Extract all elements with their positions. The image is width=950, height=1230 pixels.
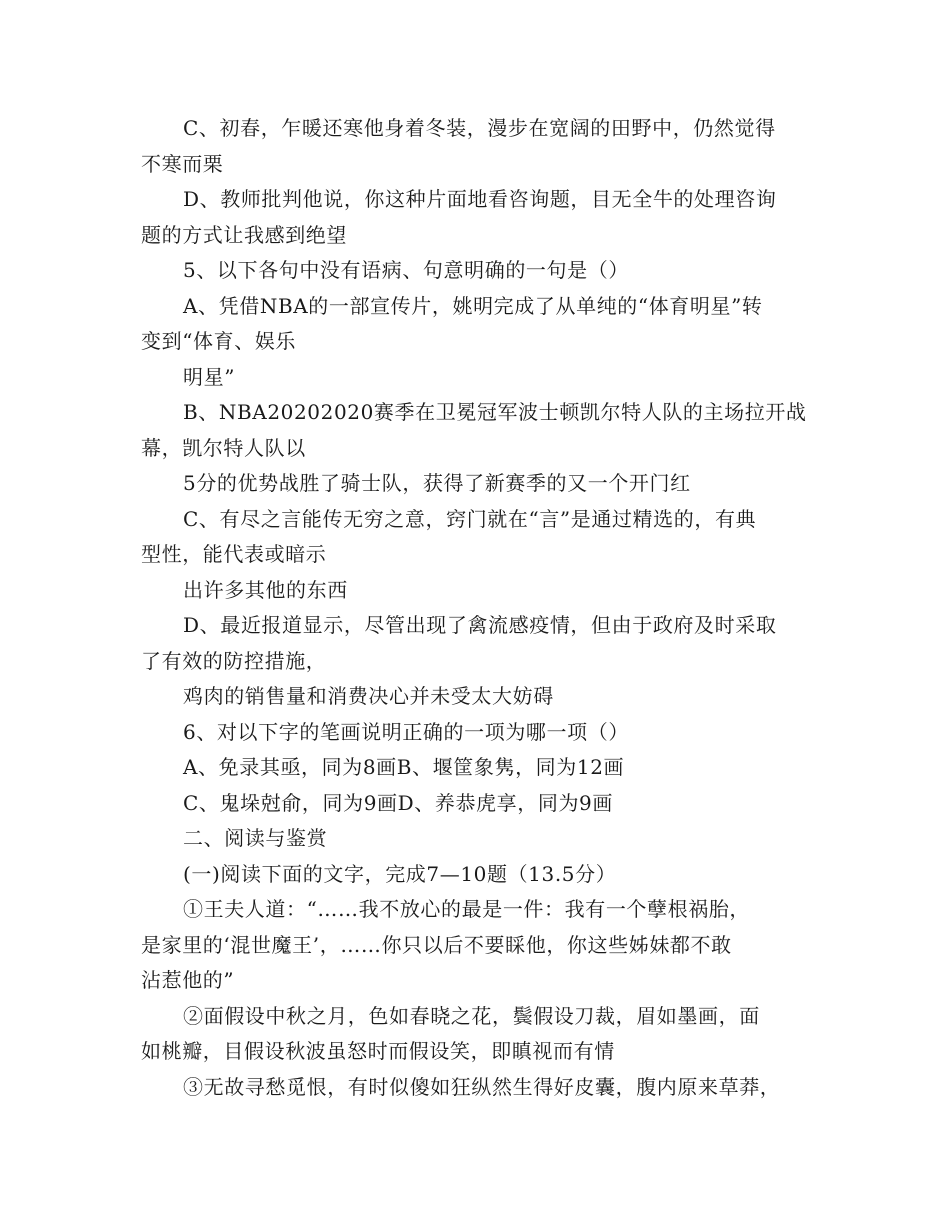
section-heading: 二、阅读与鉴赏 xyxy=(183,826,328,850)
text-line: 变到“体育、娱乐 xyxy=(141,329,297,353)
text-line: 幕，凯尔特人队以 xyxy=(141,435,306,460)
options-ab-line: A、免录其亟，同为8画B、堰筐象隽，同为12画 xyxy=(183,755,625,779)
text-line: 沾惹他的” xyxy=(141,968,235,992)
text-line: 如桃瓣，目假设秋波虽怒时而假设笑，即瞋视而有情 xyxy=(141,1039,615,1063)
text-line: 出许多其他的东西 xyxy=(183,577,348,602)
question-6-stem: 6、对以下字的笔画说明正确的一项为哪一项（） xyxy=(183,719,629,744)
option-d-line: D、最近报道显示，尽管出现了禽流感疫情，但由于政府及时采取 xyxy=(183,613,777,637)
text-line: 不寒而栗 xyxy=(141,151,224,176)
text-line: 型性，能代表或暗示 xyxy=(141,542,327,566)
text-line: 明星” xyxy=(183,364,236,389)
option-b-line: B、NBA20202020赛季在卫冕冠军波士顿凯尔特人队的主场拉开战 xyxy=(183,400,807,424)
passage-paragraph-2: ②面假设中秋之月，色如春晓之花，鬓假设刀裁，眉如墨画，面 xyxy=(183,1003,760,1028)
passage-paragraph-3: ③无故寻愁觅恨，有时似傻如狂纵然生得好皮囊，腹内原来草莽， xyxy=(183,1074,781,1099)
text-line: 题的方式让我感到绝望 xyxy=(141,222,347,247)
passage-paragraph-1: ①王夫人道：“……我不放心的最是一件：我有一个孽根祸胎， xyxy=(183,897,751,921)
option-a-line: A、凭借NBA的一部宣传片，姚明完成了从单纯的“体育明星”转 xyxy=(183,293,763,318)
text-line: 了有效的防控措施， xyxy=(141,648,327,673)
options-cd-line: C、鬼垛尅俞，同为9画D、养恭虎享，同为9画 xyxy=(183,790,613,815)
question-5-stem: 5、以下各句中没有语病、句意明确的一句是（） xyxy=(183,258,629,282)
text-line: D、教师批判他说，你这种片面地看咨询题，目无全牛的处理咨询 xyxy=(183,187,777,211)
text-line: 鸡肉的销售量和消费决心并未受太大妨碍 xyxy=(183,684,554,708)
text-line: 5分的优势战胜了骑士队，获得了新赛季的又一个开门红 xyxy=(183,471,691,495)
document-body xyxy=(141,111,821,1105)
option-c-line: C、有尽之言能传无穷之意，窍门就在“言”是通过精选的，有典 xyxy=(183,506,757,531)
text-line: 是家里的‘混世魔王’，……你只以后不要睬他，你这些姊妹都不敢 xyxy=(141,932,732,957)
text-line: C、初春，乍暖还寒他身着冬装，漫步在宽阔的田野中，仍然觉得 xyxy=(183,116,776,140)
subsection-heading: (一)阅读下面的文字，完成7—10题（13.5分） xyxy=(183,861,617,886)
